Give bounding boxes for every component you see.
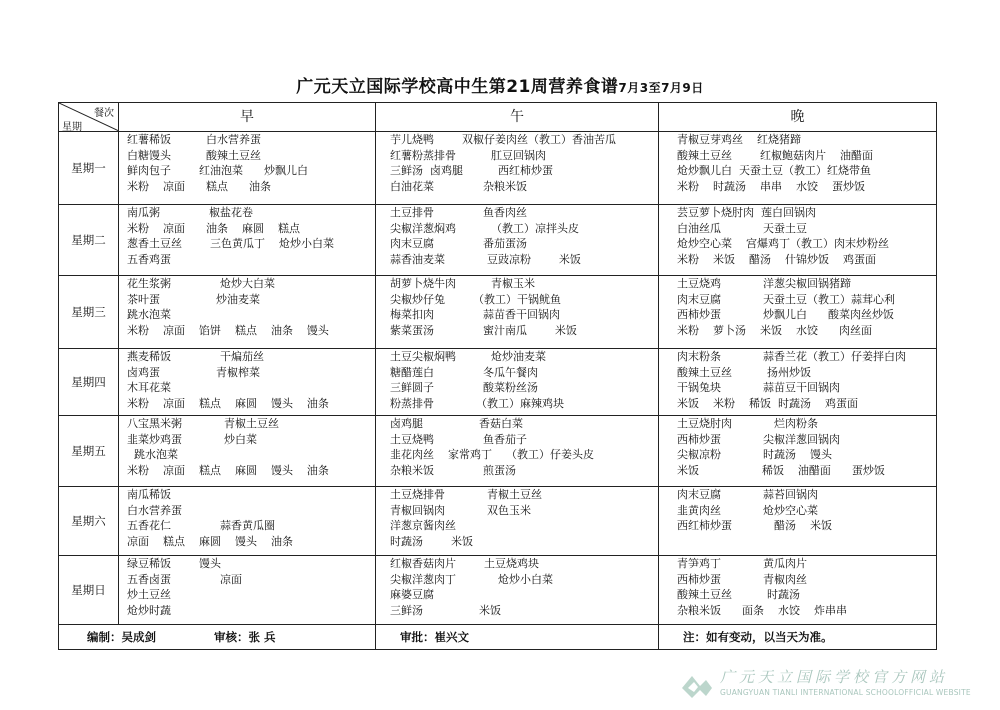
dinner-line: 干锅兔块 蒜苗豆干回锅肉 [677,381,840,394]
day-row [59,205,937,276]
footer-row [59,625,937,650]
lunch-line: 土豆排骨 鱼香肉丝 [390,206,527,219]
breakfast-line: 米粉 凉面 油条 麻圆 糕点 [127,221,300,235]
lunch-line: 青椒回锅肉 双色玉米 [390,503,531,517]
title-dates: 7月3至7月9日 [618,81,704,95]
diagonal-header-cell [59,103,119,132]
day-name: 星期四 [59,349,119,416]
day-name: 星期三 [59,276,119,349]
breakfast-cell [119,276,376,349]
breakfast-line: 凉面 糕点 麻圆 馒头 油条 [127,534,293,548]
breakfast-header: 早 [119,103,376,132]
watermark-cn: 广元天立国际学校官方网站 [720,668,949,686]
breakfast-line: 南瓜稀饭 [127,488,171,501]
day-row [59,487,937,556]
day-row [59,416,937,487]
lunch-line: 三鲜圆子 酸菜粉丝汤 [390,381,538,394]
breakfast-line: 炝炒时蔬 [127,603,171,617]
dinner-cell [659,205,937,276]
dinner-line: 酸辣土豆丝 扬州炒饭 [677,365,811,379]
lunch-line: 卤鸡腿 香菇白菜 [390,417,523,430]
lunch-line: 三鲜汤 米饭 [390,603,501,617]
lunch-line: 土豆尖椒焖鸭 炝炒油麦菜 [390,350,546,363]
lunch-cell [376,487,659,556]
breakfast-cell [119,349,376,416]
day-name: 星期一 [59,132,119,205]
lunch-line: 尖椒洋葱肉丁 炝炒小白菜 [390,572,553,586]
breakfast-line: 白糖馒头 酸辣土豆丝 [127,148,261,162]
day-row [59,276,937,349]
lunch-line: 三鲜汤 卤鸡腿 西红柿炒蛋 [390,164,553,177]
note-text: 注：如有变动，以当天为准。 [683,630,833,644]
dinner-line: 尖椒凉粉 时蔬汤 馒头 [677,448,832,461]
dinner-line: 米饭 米粉 稀饭 时蔬汤 鸡蛋面 [677,396,858,410]
breakfast-line: 鲜肉包子 红油泡菜 炒飘儿白 [127,164,308,177]
dinner-cell [659,132,937,205]
day-name: 星期日 [59,556,119,625]
breakfast-cell [119,487,376,556]
day-name: 星期六 [59,487,119,556]
lunch-line: 尖椒洋葱焖鸡 （教工）凉拌头皮 [390,221,579,235]
breakfast-line: 八宝黑米粥 青椒土豆丝 [127,417,279,430]
lunch-line: 粉蒸排骨 （教工）麻辣鸡块 [390,396,564,410]
breakfast-line: 韭菜炒鸡蛋 炒白菜 [127,432,257,446]
dinner-line: 西红柿炒蛋 醋汤 米饭 [677,519,832,532]
dinner-line: 芸豆萝卜烧肘肉 莲白回锅肉 [677,206,816,219]
meal-label: 餐次 [94,108,114,119]
breakfast-line: 花生浆粥 炝炒大白菜 [127,277,275,290]
breakfast-line: 红薯稀饭 白水营养蛋 [127,133,261,146]
dinner-header: 晚 [659,103,937,132]
breakfast-line: 茶叶蛋 炒油麦菜 [127,292,260,306]
watermark-en: GUANGYUAN TIANLI INTERNATIONAL SCHOOLOFFICIAL WEBSITE [720,688,971,697]
day-name: 星期二 [59,205,119,276]
breakfast-line: 木耳花菜 [127,381,171,394]
header-row [59,103,937,132]
dinner-line: 米饭 稀饭 油醋面 蛋炒饭 [677,463,885,477]
breakfast-cell [119,556,376,625]
footer-left-cell [59,625,376,650]
dinner-line: 炝炒飘儿白 天蚕土豆（教工）红烧带鱼 [677,164,871,177]
dinner-cell [659,416,937,487]
watermark [680,666,990,706]
dinner-line: 杂粮米饭 面条 水饺 炸串串 [677,603,847,617]
dinner-cell [659,276,937,349]
page-title [0,72,1000,97]
dinner-line: 米粉 萝卜汤 米饭 水饺 肉丝面 [677,323,872,337]
dinner-line: 西柿炒蛋 尖椒洋葱回锅肉 [677,432,840,446]
breakfast-line: 米粉 凉面 糕点 油条 [127,179,271,193]
lunch-line: 韭花肉丝 家常鸡丁 （教工）仔姜头皮 [390,448,594,461]
breakfast-line: 南瓜粥 椒盐花卷 [127,206,253,219]
dinner-cell [659,487,937,556]
lunch-line: 麻婆豆腐 [390,588,434,601]
breakfast-line: 米粉 凉面 糕点 麻圆 馒头 油条 [127,463,329,477]
breakfast-line: 五香花仁 蒜香黄瓜圈 [127,519,275,532]
dinner-line: 青椒豆芽鸡丝 红烧猪蹄 [677,133,801,146]
lunch-line: 土豆烧排骨 青椒土豆丝 [390,488,542,501]
lunch-cell [376,276,659,349]
lunch-line: 芋儿烧鸭 双椒仔姜肉丝（教工）香油苦瓜 [390,133,616,146]
dinner-line: 肉末粉条 蒜香兰花（教工）仔姜拌白肉 [677,350,906,363]
breakfast-line: 炒土豆丝 [127,588,171,601]
title-main: 广元天立国际学校高中生第21周营养食谱 [296,77,619,97]
lunch-header: 午 [376,103,659,132]
lunch-line: 白油花菜 杂粮米饭 [390,179,527,193]
breakfast-line: 卤鸡蛋 青椒榨菜 [127,365,260,379]
dinner-line: 土豆烧肘肉 烂肉粉条 [677,417,818,430]
breakfast-line: 米粉 凉面 糕点 麻圆 馒头 油条 [127,396,329,410]
reviewer-text: 审核：张 兵 [214,630,276,644]
dinner-line: 肉末豆腐 蒜苔回锅肉 [677,488,818,501]
dinner-line: 土豆烧鸡 洋葱尖椒回锅猪蹄 [677,277,851,290]
day-label: 星期 [62,122,82,133]
lunch-line: 梅菜扣肉 蒜苗香干回锅肉 [390,308,560,321]
editor-text: 编制：吴成剑 [87,630,156,644]
lunch-line: 蒜香油麦菜 豆豉凉粉 米饭 [390,252,581,266]
footer-mid-cell [376,625,659,650]
dinner-line: 米粉 时蔬汤 串串 水饺 蛋炒饭 [677,179,865,193]
breakfast-cell [119,416,376,487]
breakfast-line: 葱香土豆丝 三色黄瓜丁 炝炒小白菜 [127,237,334,250]
breakfast-line: 燕麦稀饭 干煸茄丝 [127,350,264,363]
lunch-line: 胡萝卜烧牛肉 青椒玉米 [390,277,535,290]
breakfast-cell [119,205,376,276]
dinner-line: 肉末豆腐 天蚕土豆（教工）蒜茸心利 [677,292,895,306]
breakfast-line: 米粉 凉面 馅饼 糕点 油条 馒头 [127,323,329,337]
school-logo-icon [680,668,714,702]
dinner-line: 米粉 米饭 醋汤 什锦炒饭 鸡蛋面 [677,252,876,266]
lunch-line: 糖醋莲白 冬瓜午餐肉 [390,365,538,379]
dinner-cell [659,556,937,625]
approver-text: 审批：崔兴文 [400,630,469,644]
lunch-cell [376,205,659,276]
breakfast-line: 跳水泡菜 [127,308,171,321]
lunch-line: 红薯粉蒸排骨 肛豆回锅肉 [390,148,546,162]
breakfast-line: 五香鸡蛋 [127,252,171,266]
lunch-cell [376,556,659,625]
breakfast-cell [119,132,376,205]
day-name: 星期五 [59,416,119,487]
lunch-line: 土豆烧鸭 鱼香茄子 [390,432,527,446]
dinner-line: 韭黄肉丝 炝炒空心菜 [677,503,818,517]
dinner-cell [659,349,937,416]
breakfast-line: 白水营养蛋 [127,503,182,517]
day-row [59,132,937,205]
lunch-line: 紫菜蛋汤 蜜汁南瓜 米饭 [390,323,577,337]
dinner-line: 青笋鸡丁 黄瓜肉片 [677,557,807,570]
menu-table [58,102,937,650]
lunch-cell [376,349,659,416]
lunch-line: 肉末豆腐 番茄蛋汤 [390,237,527,250]
dinner-line: 白油丝瓜 天蚕土豆 [677,221,807,235]
day-row [59,349,937,416]
lunch-line: 洋葱京酱肉丝 [390,519,456,532]
lunch-line: 时蔬汤 米饭 [390,534,473,548]
lunch-line: 红椒香菇肉片 土豆烧鸡块 [390,557,539,570]
lunch-line: 杂粮米饭 煎蛋汤 [390,463,516,477]
breakfast-line: 绿豆稀饭 馒头 [127,557,221,570]
footer-right-cell [659,625,937,650]
dinner-line: 西柿炒蛋 青椒肉丝 [677,572,807,586]
dinner-line: 酸辣土豆丝 时蔬汤 [677,588,800,601]
breakfast-line: 五香卤蛋 凉面 [127,572,242,586]
breakfast-line: 跳水泡菜 [127,448,178,461]
dinner-line: 酸辣土豆丝 红椒鲍菇肉片 油醋面 [677,148,873,162]
day-row [59,556,937,625]
dinner-line: 炝炒空心菜 宫爆鸡丁（教工）肉末炒粉丝 [677,237,889,250]
lunch-cell [376,416,659,487]
dinner-line: 西柿炒蛋 炒飘儿白 酸菜肉丝炒饭 [677,308,894,321]
lunch-line: 尖椒炒仔兔 （教工）干锅鱿鱼 [390,292,561,306]
lunch-cell [376,132,659,205]
